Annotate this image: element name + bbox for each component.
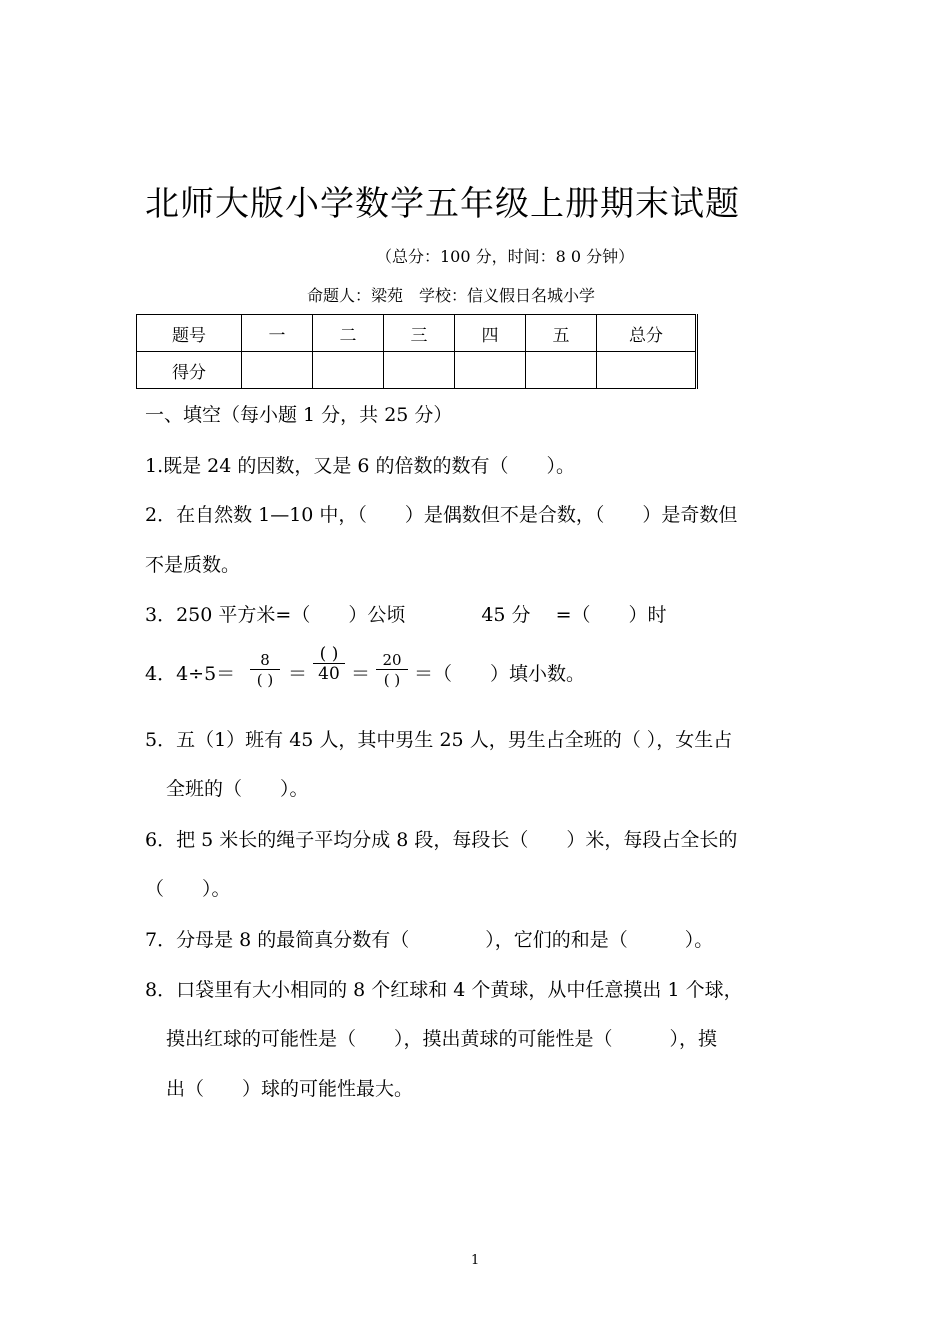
question-8-line-3: 出（ ）球的可能性最大。: [166, 1078, 414, 1100]
question-7: 7．分母是 8 的最简真分数有（ ），它们的和是（ ）。: [145, 929, 714, 951]
fraction-numerator: 20: [382, 651, 402, 669]
table-cell: 二: [313, 315, 384, 352]
score-entry-cell: [455, 352, 526, 389]
question-6-line-2: （ ）。: [145, 878, 231, 900]
fraction-numerator: 8: [260, 651, 270, 669]
table-cell: 总分: [597, 315, 697, 352]
score-entry-cell: [242, 352, 313, 389]
score-entry-cell: [597, 352, 697, 389]
section-heading: 一、填空（每小题 1 分，共 25 分）: [145, 404, 453, 426]
question-8-line-2: 摸出红球的可能性是（ ），摸出黄球的可能性是（ ），摸: [166, 1028, 718, 1050]
exam-info: （总分：100 分，时间：8 0 分钟）: [376, 247, 635, 266]
score-table-header-row: [137, 315, 697, 352]
fraction-numerator: ( ): [319, 644, 339, 664]
question-4-suffix: ＝（ ）填小数。: [414, 663, 586, 685]
question-3: 3．250 平方米=（ ）公顷 45 分 =（ ）时: [145, 604, 667, 626]
table-cell: 一: [242, 315, 313, 352]
table-cell: 三: [384, 315, 455, 352]
question-2-line-1: 2．在自然数 1—10 中，（ ）是偶数但不是合数，（ ）是奇数但: [145, 504, 738, 526]
question-2-line-2: 不是质数。: [145, 554, 241, 576]
fraction-2: [313, 645, 345, 684]
document-title: 北师大版小学数学五年级上册期末试题: [145, 184, 740, 224]
score-entry-cell: [313, 352, 384, 389]
score-entry-cell: [384, 352, 455, 389]
fraction-1: [250, 651, 280, 690]
page-number: 1: [471, 1253, 480, 1268]
score-table-score-row: [137, 352, 697, 389]
question-5-line-2: 全班的（ ）。: [166, 778, 309, 800]
fraction-denominator: ( ): [383, 671, 401, 689]
fraction-3: [376, 651, 408, 690]
table-cell: 四: [455, 315, 526, 352]
question-8-line-1: 8．口袋里有大小相同的 8 个红球和 4 个黄球，从中任意摸出 1 个球，: [145, 979, 743, 1001]
fraction-denominator: 40: [318, 664, 340, 684]
question-1: 1.既是 24 的因数，又是 6 的倍数的数有（ ）。: [145, 455, 576, 477]
question-5-line-1: 5．五（1）班有 45 人，其中男生 25 人，男生占全班的（ ），女生占: [145, 729, 733, 751]
question-6-line-1: 6．把 5 米长的绳子平均分成 8 段，每段长（ ）米，每段占全长的: [145, 829, 738, 851]
author-school-info: 命题人：梁苑 学校：信义假日名城小学: [307, 286, 596, 305]
table-cell: 题号: [137, 315, 242, 352]
table-cell: 得分: [137, 352, 242, 389]
score-entry-cell: [526, 352, 597, 389]
fraction-denominator: ( ): [256, 671, 274, 689]
equals-sign: ＝: [288, 663, 308, 685]
question-4-prefix: 4．4÷5＝: [145, 663, 236, 685]
equals-sign: ＝: [351, 663, 371, 685]
score-table: [136, 314, 698, 389]
table-cell: 五: [526, 315, 597, 352]
